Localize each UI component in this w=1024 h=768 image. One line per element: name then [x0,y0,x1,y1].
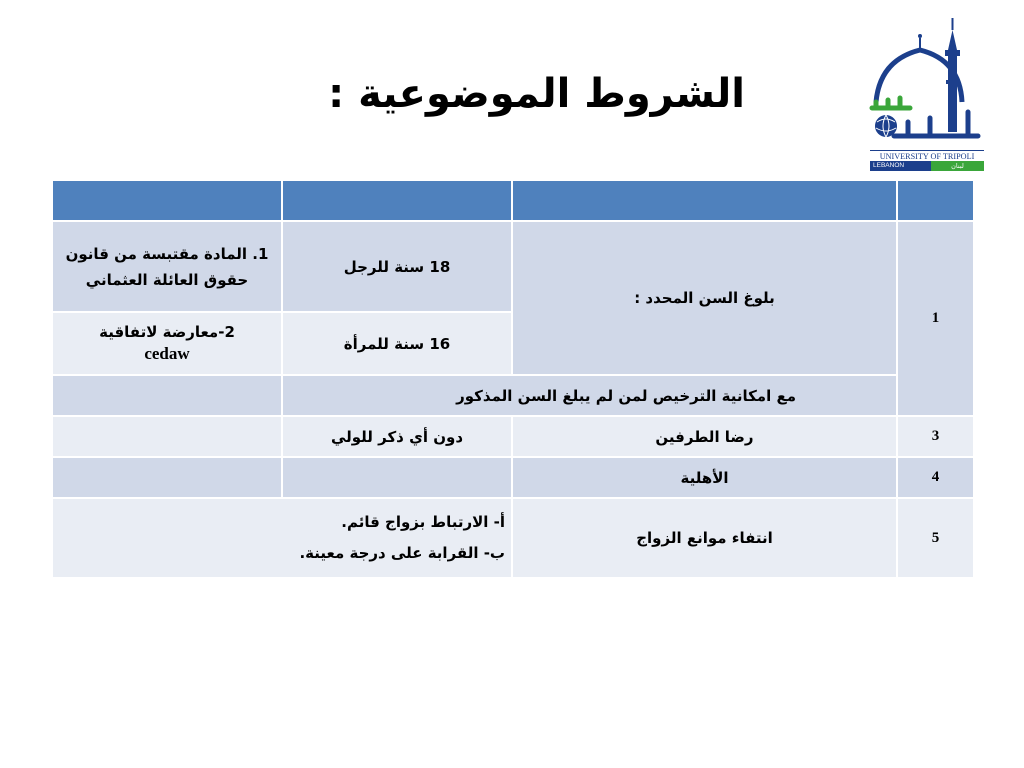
logo-english-name: UNIVERSITY OF TRIPOLI [870,150,984,162]
cedaw-cell [52,312,282,375]
table-row [52,457,974,498]
row-number-cell: 1 [897,221,974,416]
source-cell: 1. المادة مقتبسة من قانون حقوق العائلة العثماني [52,221,282,312]
cedaw-arabic: 2-معارضة لاتفاقية [99,323,235,341]
table-row [52,375,974,416]
impediments-list-cell [52,498,512,578]
header-cell [52,180,282,221]
table-row [52,221,974,312]
exception-cell: مع امكانية الترخيص لمن لم يبلغ السن المذكور [282,375,897,416]
table-row [52,416,974,457]
header-cell [282,180,512,221]
consent-condition-cell: رضا الطرفين [512,416,897,457]
header-cell [512,180,897,221]
mosque-logo-icon [868,14,986,150]
capacity-condition-cell: الأهلية [512,457,897,498]
table-header-row [52,180,974,221]
empty-cell [282,457,512,498]
empty-cell [52,375,282,416]
row-number-cell: 4 [897,457,974,498]
age-condition-cell: بلوغ السن المحدد : [512,221,897,375]
cedaw-latin: cedaw [144,344,190,363]
conditions-table [51,179,975,579]
male-age-cell: 18 سنة للرجل [282,221,512,312]
table-row [52,498,974,578]
impediment-item-a: أ- الارتباط بزواج قائم. [341,513,505,531]
row-number-cell: 5 [897,498,974,578]
empty-cell [52,416,282,457]
logo-country-en: LEBANON [870,161,931,171]
impediments-condition-cell: انتفاء موانع الزواج [512,498,897,578]
header-cell [897,180,974,221]
page-title: الشروط الموضوعية : [328,71,745,117]
impediment-item-b: ب- القرابة على درجة معينة. [299,544,505,562]
female-age-cell: 16 سنة للمرأة [282,312,512,375]
empty-cell [52,457,282,498]
logo-country-ar: لبنان [931,161,984,171]
guardian-cell: دون أي ذكر للولي [282,416,512,457]
row-number-cell: 3 [897,416,974,457]
university-logo [868,14,986,170]
